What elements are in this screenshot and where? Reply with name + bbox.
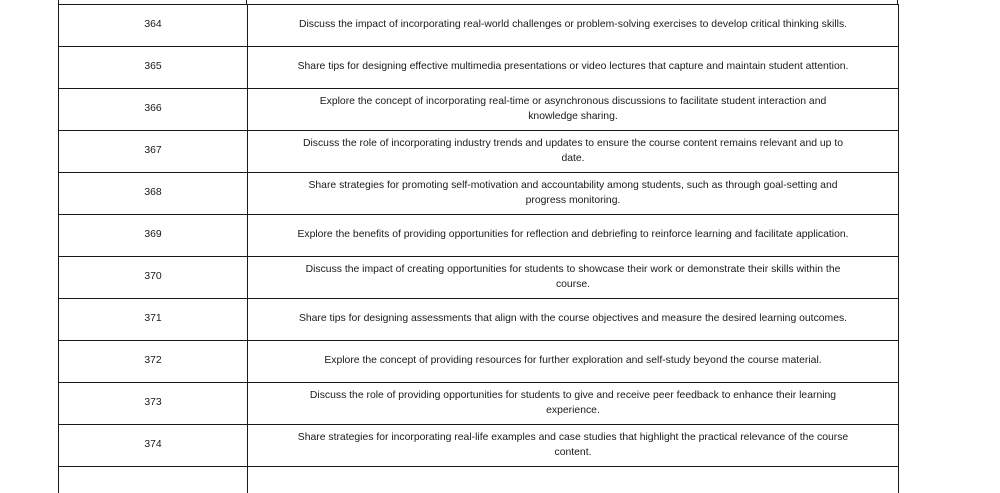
row-text: Explore the concept of providing resources for further exploration and self-study beyond the course material.	[248, 341, 899, 383]
table-row	[59, 467, 899, 493]
row-text: Share strategies for incorporating real-life examples and case studies that highlight the practical relevance of the course content.	[248, 425, 899, 467]
row-text: Discuss the impact of creating opportunities for students to showcase their work or demonstrate their skills within the course.	[248, 257, 899, 299]
row-number: 372	[59, 341, 248, 383]
row-number: 368	[59, 173, 248, 215]
table-row	[59, 383, 899, 425]
row-text: Share tips for designing effective multimedia presentations or video lectures that capture and maintain student attention.	[248, 47, 899, 89]
table-row	[59, 131, 899, 173]
row-number: 374	[59, 425, 248, 467]
row-number: 367	[59, 131, 248, 173]
table-row	[59, 341, 899, 383]
table-row	[59, 299, 899, 341]
table-row	[59, 215, 899, 257]
table-row	[59, 5, 899, 47]
table-body	[59, 5, 899, 493]
row-text: Discuss the role of incorporating industry trends and updates to ensure the course content remains relevant and up to date.	[248, 131, 899, 173]
table-row	[59, 257, 899, 299]
table-row	[59, 89, 899, 131]
row-number: 364	[59, 5, 248, 47]
row-text: Share strategies for promoting self-motivation and accountability among students, such as through goal-setting and progress monitoring.	[248, 173, 899, 215]
row-number: 371	[59, 299, 248, 341]
row-number	[59, 467, 248, 493]
row-number: 365	[59, 47, 248, 89]
row-number: 370	[59, 257, 248, 299]
row-text: Discuss the impact of incorporating real-world challenges or problem-solving exercises to develop critical thinking skills.	[248, 5, 899, 47]
row-number: 369	[59, 215, 248, 257]
row-number: 366	[59, 89, 248, 131]
prompt-table	[58, 4, 899, 493]
row-number: 373	[59, 383, 248, 425]
table-row	[59, 47, 899, 89]
row-text: Explore the concept of incorporating real-time or asynchronous discussions to facilitate student interaction and knowledge sharing.	[248, 89, 899, 131]
row-text: Share tips for designing assessments that align with the course objectives and measure the desired learning outcomes.	[248, 299, 899, 341]
table-row	[59, 425, 899, 467]
table-row	[59, 173, 899, 215]
row-text: Discuss the role of providing opportunities for students to give and receive peer feedback to enhance their learning experience.	[248, 383, 899, 425]
row-text	[248, 467, 899, 493]
row-text: Explore the benefits of providing opportunities for reflection and debriefing to reinforce learning and facilitate application.	[248, 215, 899, 257]
